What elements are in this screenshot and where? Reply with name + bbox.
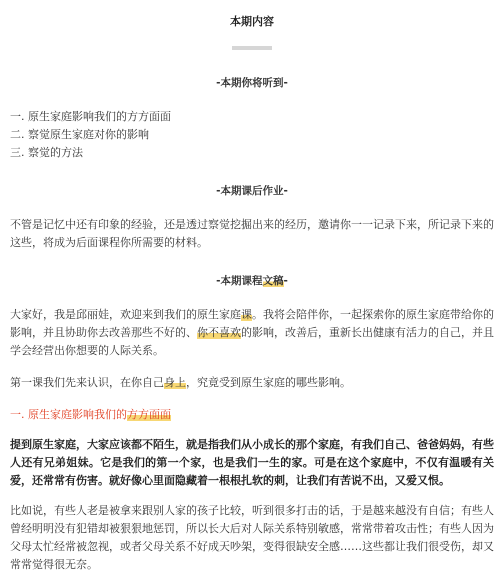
section-heading-script bbox=[10, 272, 494, 290]
paragraph-text: 的影响，改善后，重新长出健康有活力的自己，并且学会经营出你想要的人际关系。 bbox=[10, 326, 494, 357]
outline-list bbox=[10, 108, 494, 162]
examples-paragraph: 比如说，有些人老是被拿来跟别人家的孩子比较，听到很多打击的话，于是越来越没有自信；有些人曾经明明没有犯错却被狠狠地惩罚，所以长大后对人际关系特别敏感，常常带着攻击性；有些人因为父母太忙经常被忽视，或者父母关系不好成天吵架，变得很缺安全感……这些都让我们很受伤，却又常常觉得很无奈。 bbox=[10, 504, 494, 571]
paragraph-text: 第一课我们先来认识，在你自己 bbox=[10, 376, 164, 389]
outline-item: 一. 原生家庭影响我们的方方面面 bbox=[10, 110, 171, 123]
paragraph-text: 。我将会陪伴你，一起探索你的原生家庭带给你的影响，并且协助你去改善那些不好的、 bbox=[10, 308, 494, 339]
highlighted-text: 文稿 bbox=[262, 275, 284, 287]
highlighted-text: 身上 bbox=[164, 376, 186, 389]
outline-item: 三. 察觉的方法 bbox=[10, 146, 83, 159]
paragraph-text: 大家好，我是邱丽娃，欢迎来到我们的原生家庭 bbox=[10, 308, 241, 321]
red-subheading bbox=[10, 406, 494, 424]
outline-item: 二. 察觉原生家庭对你的影响 bbox=[10, 128, 149, 141]
section-heading-homework: -本期课后作业- bbox=[216, 185, 288, 197]
highlighted-text: 你不喜欢 bbox=[197, 326, 241, 339]
title-divider bbox=[232, 46, 272, 50]
subheading-text: 一. 原生家庭影响我们的 bbox=[10, 408, 127, 421]
highlighted-text: 方方面面 bbox=[127, 408, 171, 421]
section-heading-hear: -本期你将听到- bbox=[216, 77, 288, 89]
bold-paragraph: 提到原生家庭，大家应该都不陌生，就是指我们从小成长的那个家庭，有我们自己、爸爸妈妈，有些人还有兄弟姐妹。它是我们的第一个家，也是我们一生的家。可是在这个家庭中，不仅有温暖有关爱，还常常有伤害。就好像心里面隐藏着一根根扎软的刺，让我们有苦说不出，又爱又恨。 bbox=[10, 438, 494, 487]
page-title: 本期内容 bbox=[230, 15, 274, 28]
heading-text: -本期课程 bbox=[216, 275, 263, 287]
homework-paragraph: 不管是记忆中还有印象的经验，还是透过察觉挖掘出来的经历，邀请你一一记录下来，所记录下来的这些，将成为后面课程你所需要的材料。 bbox=[10, 218, 494, 249]
first-class-paragraph bbox=[10, 374, 494, 392]
intro-paragraph bbox=[10, 306, 494, 360]
paragraph-text: ，究竟受到原生家庭的哪些影响。 bbox=[186, 376, 351, 389]
highlighted-text: 课 bbox=[241, 308, 252, 321]
heading-text: - bbox=[283, 275, 288, 287]
